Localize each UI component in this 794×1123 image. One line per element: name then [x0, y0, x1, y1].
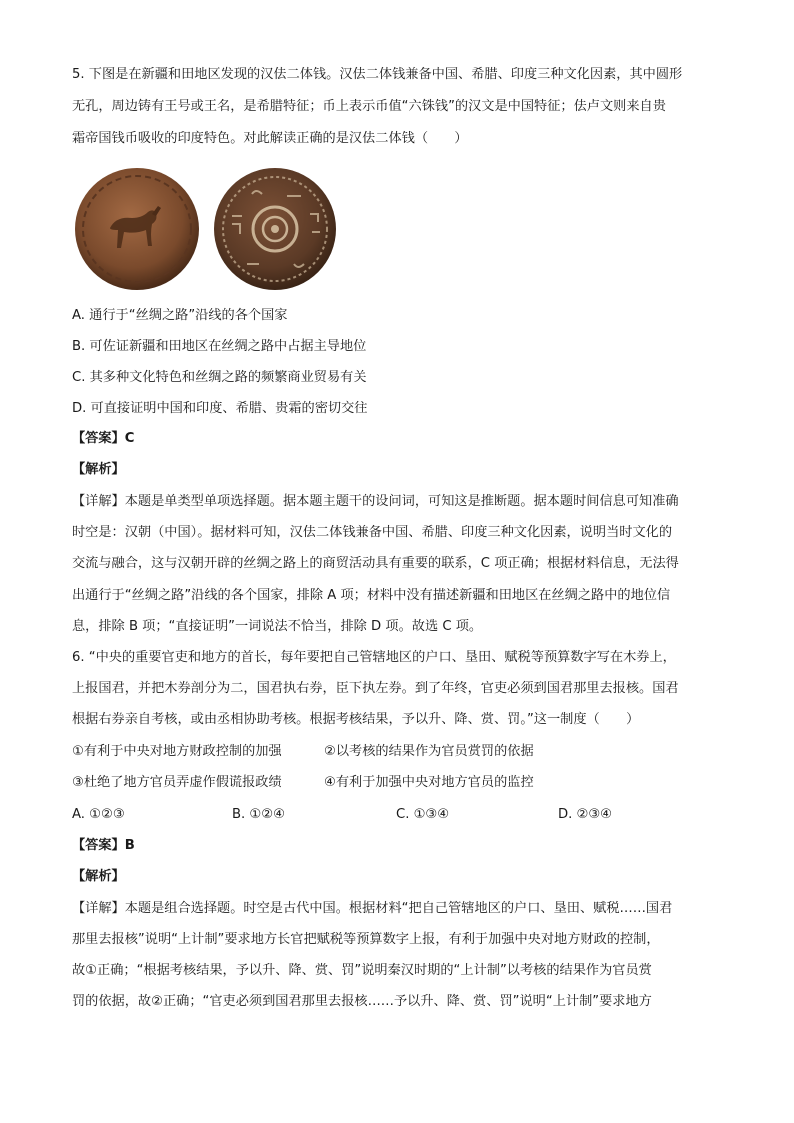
q6-detail-line-2: 那里去报核”说明“上计制”要求地方长官把赋税等预算数字上报，有利于加强中央对地方财政的控制， — [72, 932, 660, 947]
q6-option-d: D. ②③④ — [558, 807, 613, 822]
q6-statement-1: ①有利于中央对地方财政控制的加强 — [72, 744, 282, 759]
q6-statement-4: ④有利于加强中央对地方官员的监控 — [324, 775, 534, 790]
han-kharosthi-coin-image — [72, 166, 340, 292]
coin-front-icon — [75, 168, 199, 290]
q6-statements-row-1 — [72, 742, 722, 762]
q5-detail-line-2: 时空是：汉朝（中国）。据材料可知，汉佉二体钱兼备中国、希腊、印度三种文化因素，说明当时文化的 — [72, 525, 673, 540]
q6-option-b: B. ①②④ — [232, 807, 285, 822]
q6-option-c: C. ①③④ — [396, 807, 450, 822]
q6-option-a: A. ①②③ — [72, 807, 125, 822]
q6-analysis-label: 【解析】 — [72, 869, 125, 884]
q5-stem-line-2: 无孔，周边铸有王号或王名，是希腊特征；币上表示币值“六铢钱”的汉文是中国特征；佉卢文则来自贵 — [72, 99, 666, 114]
q5-analysis-label: 【解析】 — [72, 462, 125, 477]
q5-detail-line-1: 【详解】本题是单类型单项选择题。据本题主题干的设问词，可知这是推断题。据本题时间信息可知准确 — [72, 494, 679, 509]
q6-stem-line-3: 根据右券亲自考核，或由丞相协助考核。根据考核结果，予以升、降、赏、罚。”这一制度（ ） — [72, 712, 640, 727]
q6-stem-line-2: 上报国君，并把木券剖分为二，国君执右券，臣下执左券。到了年终，官吏必须到国君那里去报核。国君 — [72, 681, 679, 696]
q5-option-d: D. 可直接证明中国和印度、希腊、贵霜的密切交往 — [72, 401, 368, 416]
q6-statement-3: ③杜绝了地方官员弄虚作假谎报政绩 — [72, 775, 282, 790]
q5-stem-line-3: 霜帝国钱币吸收的印度特色。对此解读正确的是汉佉二体钱（ ） — [72, 131, 468, 146]
q6-statement-2: ②以考核的结果作为官员赏罚的依据 — [324, 744, 534, 759]
q5-detail-line-3: 交流与融合，这与汉朝开辟的丝绸之路上的商贸活动具有重要的联系，C 项正确；根据材料信息，无法得 — [72, 556, 679, 571]
q6-answer: 【答案】B — [72, 838, 135, 853]
q5-detail-line-5: 息，排除 B 项；“直接证明”一词说法不恰当，排除 D 项。故选 C 项。 — [72, 619, 483, 634]
q6-options-row — [72, 805, 722, 825]
q6-detail-line-1: 【详解】本题是组合选择题。时空是古代中国。根据材料“把自己管辖地区的户口、垦田、赋税……国君 — [72, 901, 673, 916]
q6-stem-line-1: 6. “中央的重要官吏和地方的首长，每年要把自己管辖地区的户口、垦田、赋税等预算数字写在木券上， — [72, 650, 676, 665]
q5-answer: 【答案】C — [72, 431, 135, 446]
q6-detail-line-3: 故①正确；“根据考核结果，予以升、降、赏、罚”说明秦汉时期的“上计制”以考核的结果作为官员赏 — [72, 963, 652, 978]
q5-option-c: C. 其多种文化特色和丝绸之路的频繁商业贸易有关 — [72, 370, 367, 385]
q6-statements-row-2 — [72, 773, 722, 793]
q5-detail-line-4: 出通行于“丝绸之路”沿线的各个国家，排除 A 项；材料中没有描述新疆和田地区在丝绸之路中的地位信 — [72, 588, 671, 603]
q5-option-a: A. 通行于“丝绸之路”沿线的各个国家 — [72, 308, 288, 323]
q5-option-b: B. 可佐证新疆和田地区在丝绸之路中占据主导地位 — [72, 339, 367, 354]
q6-detail-line-4: 罚的依据，故②正确；“官吏必须到国君那里去报核……予以升、降、赏、罚”说明“上计制”要求地方 — [72, 994, 652, 1009]
q5-stem-line-1: 5. 下图是在新疆和田地区发现的汉佉二体钱。汉佉二体钱兼备中国、希腊、印度三种文化因素，其中圆形 — [72, 67, 683, 82]
coin-back-icon — [214, 168, 336, 290]
